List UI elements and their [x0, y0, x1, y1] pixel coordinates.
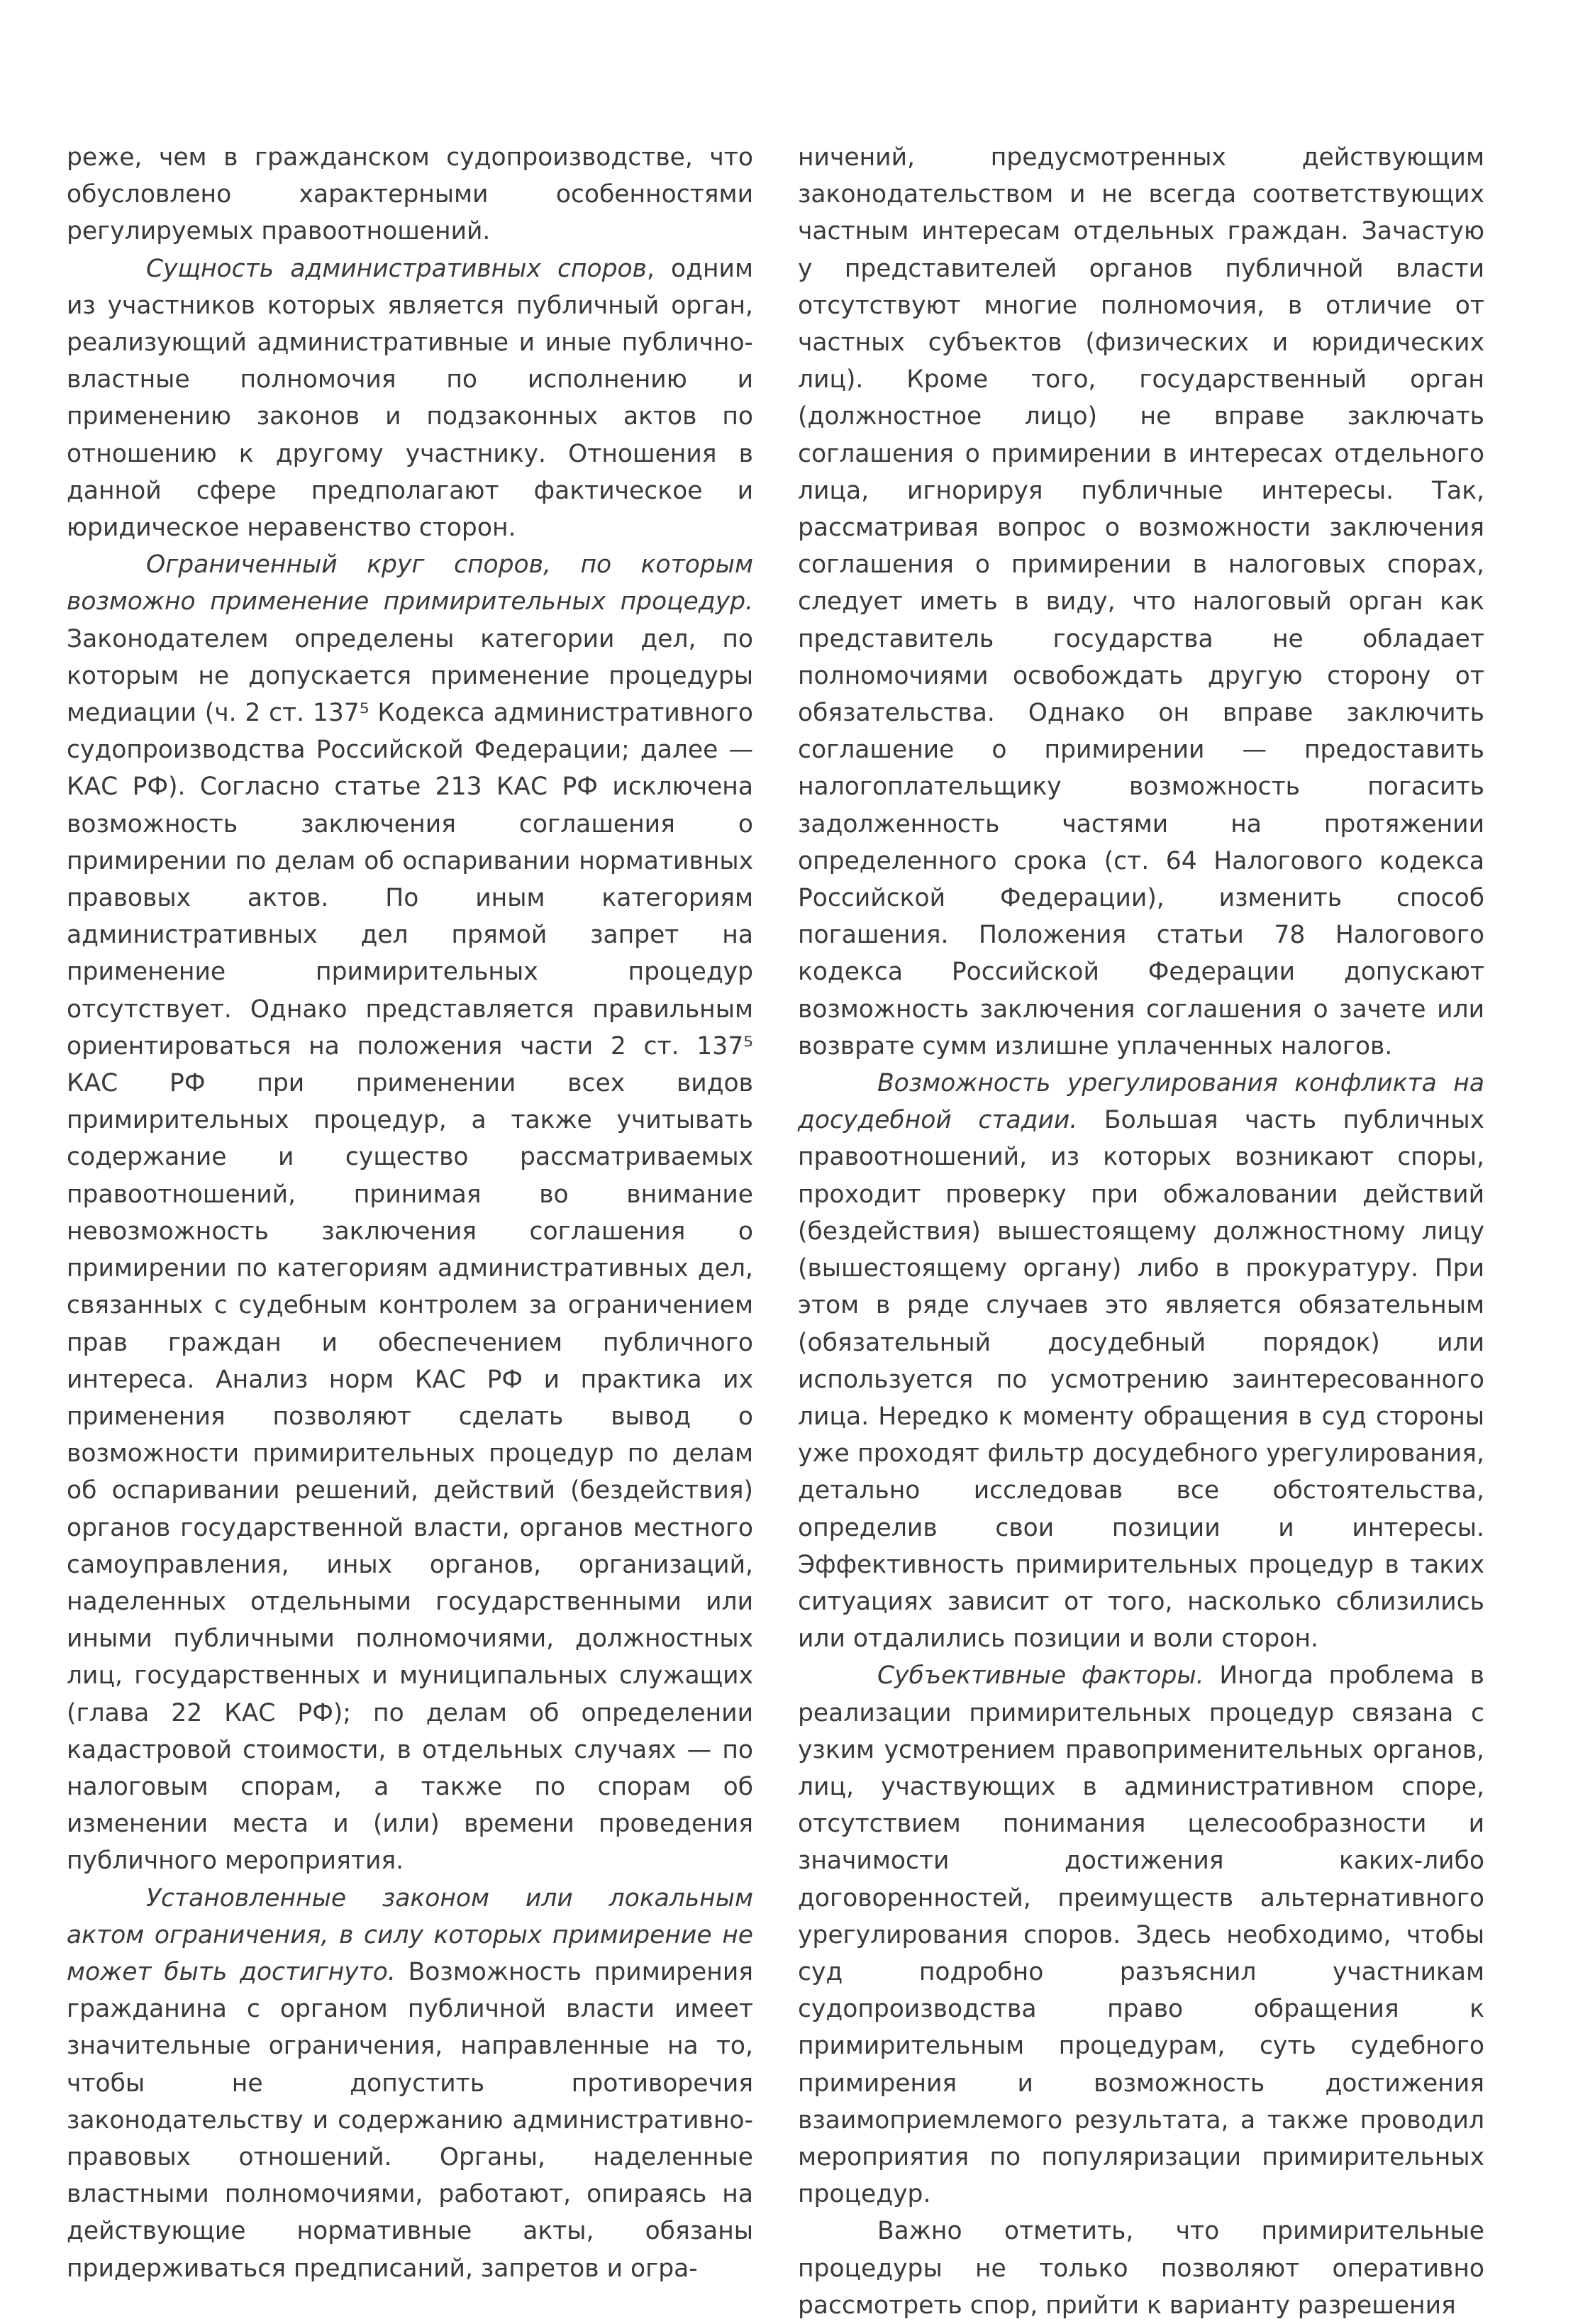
paragraph-2	[67, 250, 753, 547]
left-column	[67, 139, 753, 2287]
paragraph-4	[67, 1880, 753, 2287]
paragraph-text: Возможность примирения гражданина с органом публичной власти имеет значительные ограничения, направленные на то, чтобы не допустить противоречия законодательству и содержанию административно-правовых отношений. Органы, наделенные властными полномочиями, работают, опираясь на действующие нормативные акты, обязаны придерживаться предписаний, запретов и огра-	[67, 1957, 753, 2283]
paragraph-text: реже, чем в гражданском судопроизводстве, что обусловлено характерными особенностями регулируемых правоотношений.	[67, 143, 753, 246]
paragraph-3	[67, 546, 753, 1879]
paragraph-7	[798, 1657, 1484, 2213]
paragraph-lead: Возможность урегулирования конфликта на досудебной стадии.	[798, 1069, 1484, 1135]
paragraph-6	[798, 1065, 1484, 1657]
paragraph-1	[67, 139, 753, 250]
paragraph-lead: Ограниченный круг споров, по которым возможно применение примирительных процедур.	[67, 550, 753, 616]
paragraph-8	[798, 2213, 1484, 2324]
paragraph-lead: Сущность административных споров	[146, 254, 647, 283]
paragraph-text: , одним из участников которых является публичный орган, реализующий административные и иные публично-властные полномочия по исполнению и применению законов и подзаконных актов по отношению к другому участнику. Отношения в данной сфере предполагают фактическое и юридическое неравенство сторон.	[67, 254, 753, 543]
paragraph-lead: Субъективные факторы.	[877, 1661, 1204, 1691]
paragraph-text: Иногда проблема в реализации примирительных процедур связана с узким усмотрением правоприменительных органов, лиц, участвующих в административном споре, отсутствием понимания целесообразности и значимости достижения каких-либо договоренностей, преимуществ альтернативного урегулирования споров. Здесь необходимо, чтобы суд подробно разъяснил участникам судопроизводства право обращения к примирительным процедурам, суть судебного примирения и возможность достижения взаимоприемлемого результата, а также проводил мероприятия по популяризации примирительных процедур.	[798, 1661, 1484, 2209]
paragraph-text: ничений, предусмотренных действующим законодательством и не всегда соответствующих частным интересам отдельных граждан. Зачастую у представителей органов публичной власти отсутствуют многие полномочия, в отличие от частных субъектов (физических и юридических лиц). Кроме того, государственный орган (должностное лицо) не вправе заключать соглашения о примирении в интересах отдельного лица, игнорируя публичные интересы. Так, рассматривая вопрос о возможности заключения соглашения о примирении в налоговых спорах, следует иметь в виду, что налоговый орган как представитель государства не обладает полномочиями освобождать другую сторону от обязательства. Однако он вправе заключить соглашение о примирении — предоставить налогоплательщику возможность погасить задолженность частями на протяжении определенного срока (ст. 64 Налогового кодекса Российской Федерации), изменить способ погашения. Положения статьи 78 Налогового кодекса Российской Федерации допускают возможность заключения соглашения о зачете или возврате сумм излишне уплаченных налогов.	[798, 143, 1484, 1061]
right-column	[798, 139, 1484, 2324]
paragraph-text: Законодателем определены категории дел, по которым не допускается применение процедуры медиации (ч. 2 ст. 137⁵ Кодекса административного судопроизводства Российской Федерации; далее — КАС РФ). Согласно статье 213 КАС РФ исключена возможность заключения соглашения о примирении по делам об оспаривании нормативных правовых актов. По иным категориям административных дел прямой запрет на применение примирительных процедур отсутствует. Однако представляется правильным ориентироваться на положения части 2 ст. 137⁵ КАС РФ при применении всех видов примирительных процедур, а также учитывать содержание и существо рассматриваемых правоотношений, принимая во внимание невозможность заключения соглашения о примирении по категориям административных дел, связанных с судебным контролем за ограничением прав граждан и обеспечением публичного интереса. Анализ норм КАС РФ и практика их применения позволяют сделать вывод о возможности примирительных процедур по делам об оспаривании решений, действий (бездействия) органов государственной власти, органов местного самоуправления, иных органов, организаций, наделенных отдельными государственными или иными публичными полномочиями, должностных лиц, государственных и муниципальных служащих (глава 22 КАС РФ); по делам об определении кадастровой стоимости, в отдельных случаях — по налоговым спорам, а также по спорам об изменении места и (или) времени проведения публичного мероприятия.	[67, 624, 753, 1876]
paragraph-text: Важно отметить, что примирительные процедуры не только позволяют оперативно рассмотреть спор, прийти к варианту разрешения	[798, 2217, 1484, 2320]
paragraph-lead: Установленные законом или локальным актом ограничения, в силу которых примирение не может быть достигнуто.	[67, 1883, 753, 1986]
paragraph-5	[798, 139, 1484, 1065]
paragraph-text: Большая часть публичных правоотношений, из которых возникают споры, проходит проверку при обжаловании действий (бездействия) вышестоящему должностному лицу (вышестоящему органу) либо в прокуратуру. При этом в ряде случаев это является обязательным (обязательный досудебный порядок) или используется по усмотрению заинтересованного лица. Нередко к моменту обращения в суд стороны уже проходят фильтр досудебного урегулирования, детально исследовав все обстоятельства, определив свои позиции и интересы. Эффективность примирительных процедур в таких ситуациях зависит от того, насколько сблизились или отдалились позиции и воли сторон.	[798, 1106, 1485, 1654]
